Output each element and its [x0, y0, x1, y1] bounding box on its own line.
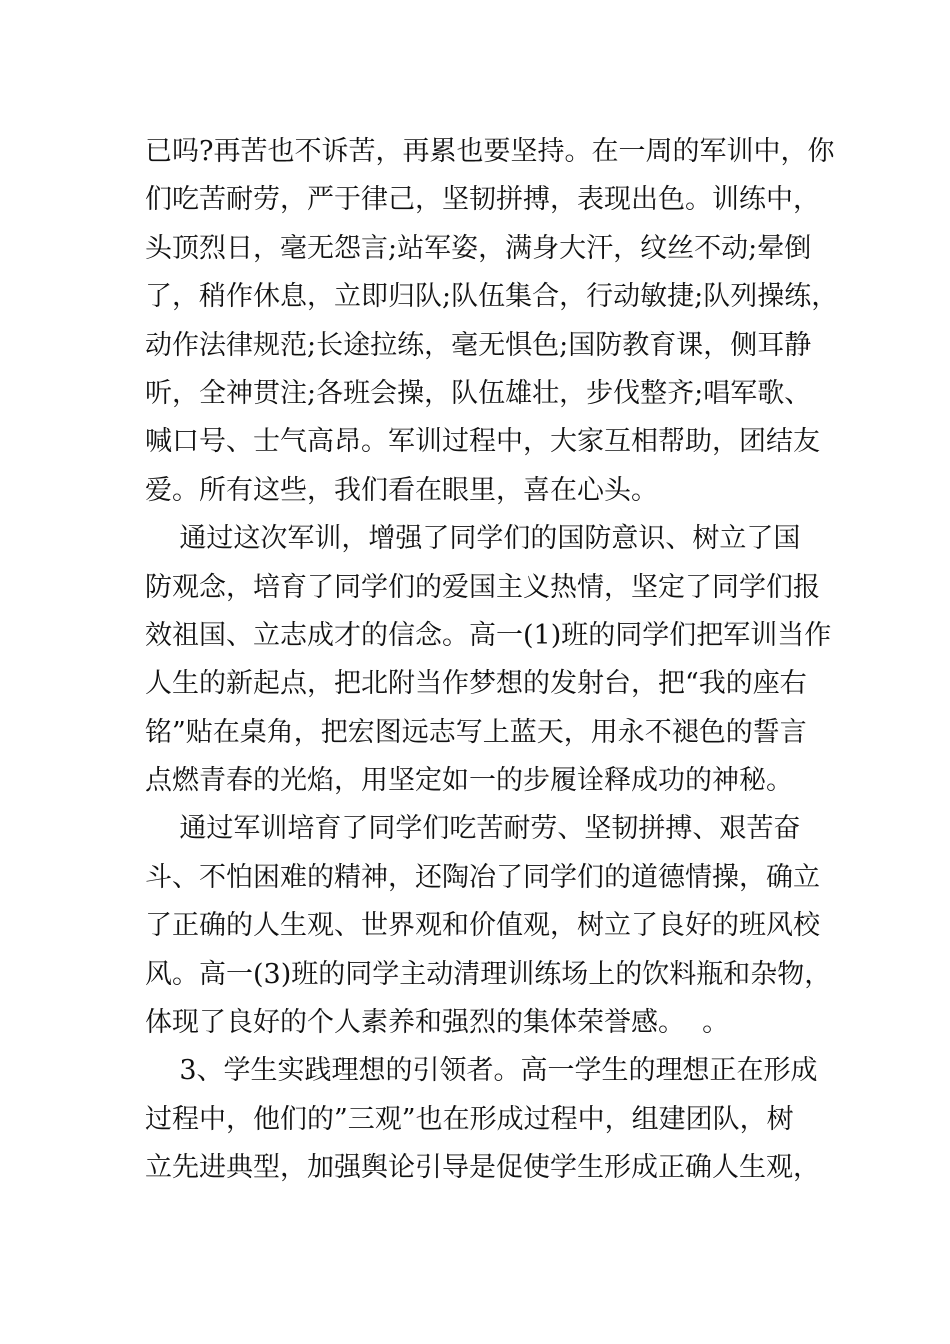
- text-line: 人生的新起点，把北附当作梦想的发射台，把“我的座右: [145, 668, 807, 700]
- text-line: 通过这次军训，增强了同学们的国防意识、树立了国: [145, 523, 801, 555]
- text-line: 已吗?再苦也不诉苦，再累也要坚持。在一周的军训中，你: [145, 136, 835, 167]
- text-line: 过程中，他们的”三观”也在形成过程中，组建团队，树: [145, 1103, 794, 1135]
- text-line: 听，全神贯注;各班会操，队伍雄壮，步伐整齐;唱军歌、: [145, 377, 812, 409]
- text-line: 了，稍作休息，立即归队;队伍集合，行动敏捷;队列操练，: [145, 281, 839, 313]
- text-line: 体现了良好的个人素养和强烈的集体荣誉感。 。: [145, 1007, 730, 1039]
- text-line: 3、学生实践理想的引领者。高一学生的理想正在形成: [145, 1055, 818, 1087]
- text-line: 喊口号、士气高昂。军训过程中，大家互相帮助，团结友: [145, 426, 820, 458]
- text-line: 斗、不怕困难的精神，还陶冶了同学们的道德情操，确立: [145, 861, 820, 893]
- text-line: 通过军训培育了同学们吃苦耐劳、坚韧拼搏、艰苦奋: [145, 813, 801, 845]
- text-line: 点燃青春的光焰，用坚定如一的步履诠释成功的神秘。: [145, 765, 793, 797]
- text-line: 头顶烈日，毫无怨言;站军姿，满身大汗，纹丝不动;晕倒: [145, 232, 812, 264]
- text-line: 立先进典型，加强舆论引导是促使学生形成正确人生观，: [145, 1152, 820, 1184]
- text-line: 防观念，培育了同学们的爱国主义热情，坚定了同学们报: [145, 571, 820, 603]
- text-line: 了正确的人生观、世界观和价值观，树立了良好的班风校: [145, 910, 820, 942]
- text-line: 铭”贴在桌角，把宏图远志写上蓝天，用永不褪色的誓言: [145, 716, 807, 748]
- body-text: [145, 128, 839, 1193]
- text-line: 们吃苦耐劳，严于律己，坚韧拼搏，表现出色。训练中，: [145, 184, 820, 216]
- text-line: 效祖国、立志成才的信念。高一(1)班的同学们把军训当作: [145, 619, 832, 651]
- text-line: 动作法律规范;长途拉练，毫无惧色;国防教育课，侧耳静: [145, 329, 812, 361]
- text-line: 风。高一(3)班的同学主动清理训练场上的饮料瓶和杂物，: [145, 958, 832, 990]
- text-line: 爱。所有这些，我们看在眼里，喜在心头。: [145, 474, 658, 506]
